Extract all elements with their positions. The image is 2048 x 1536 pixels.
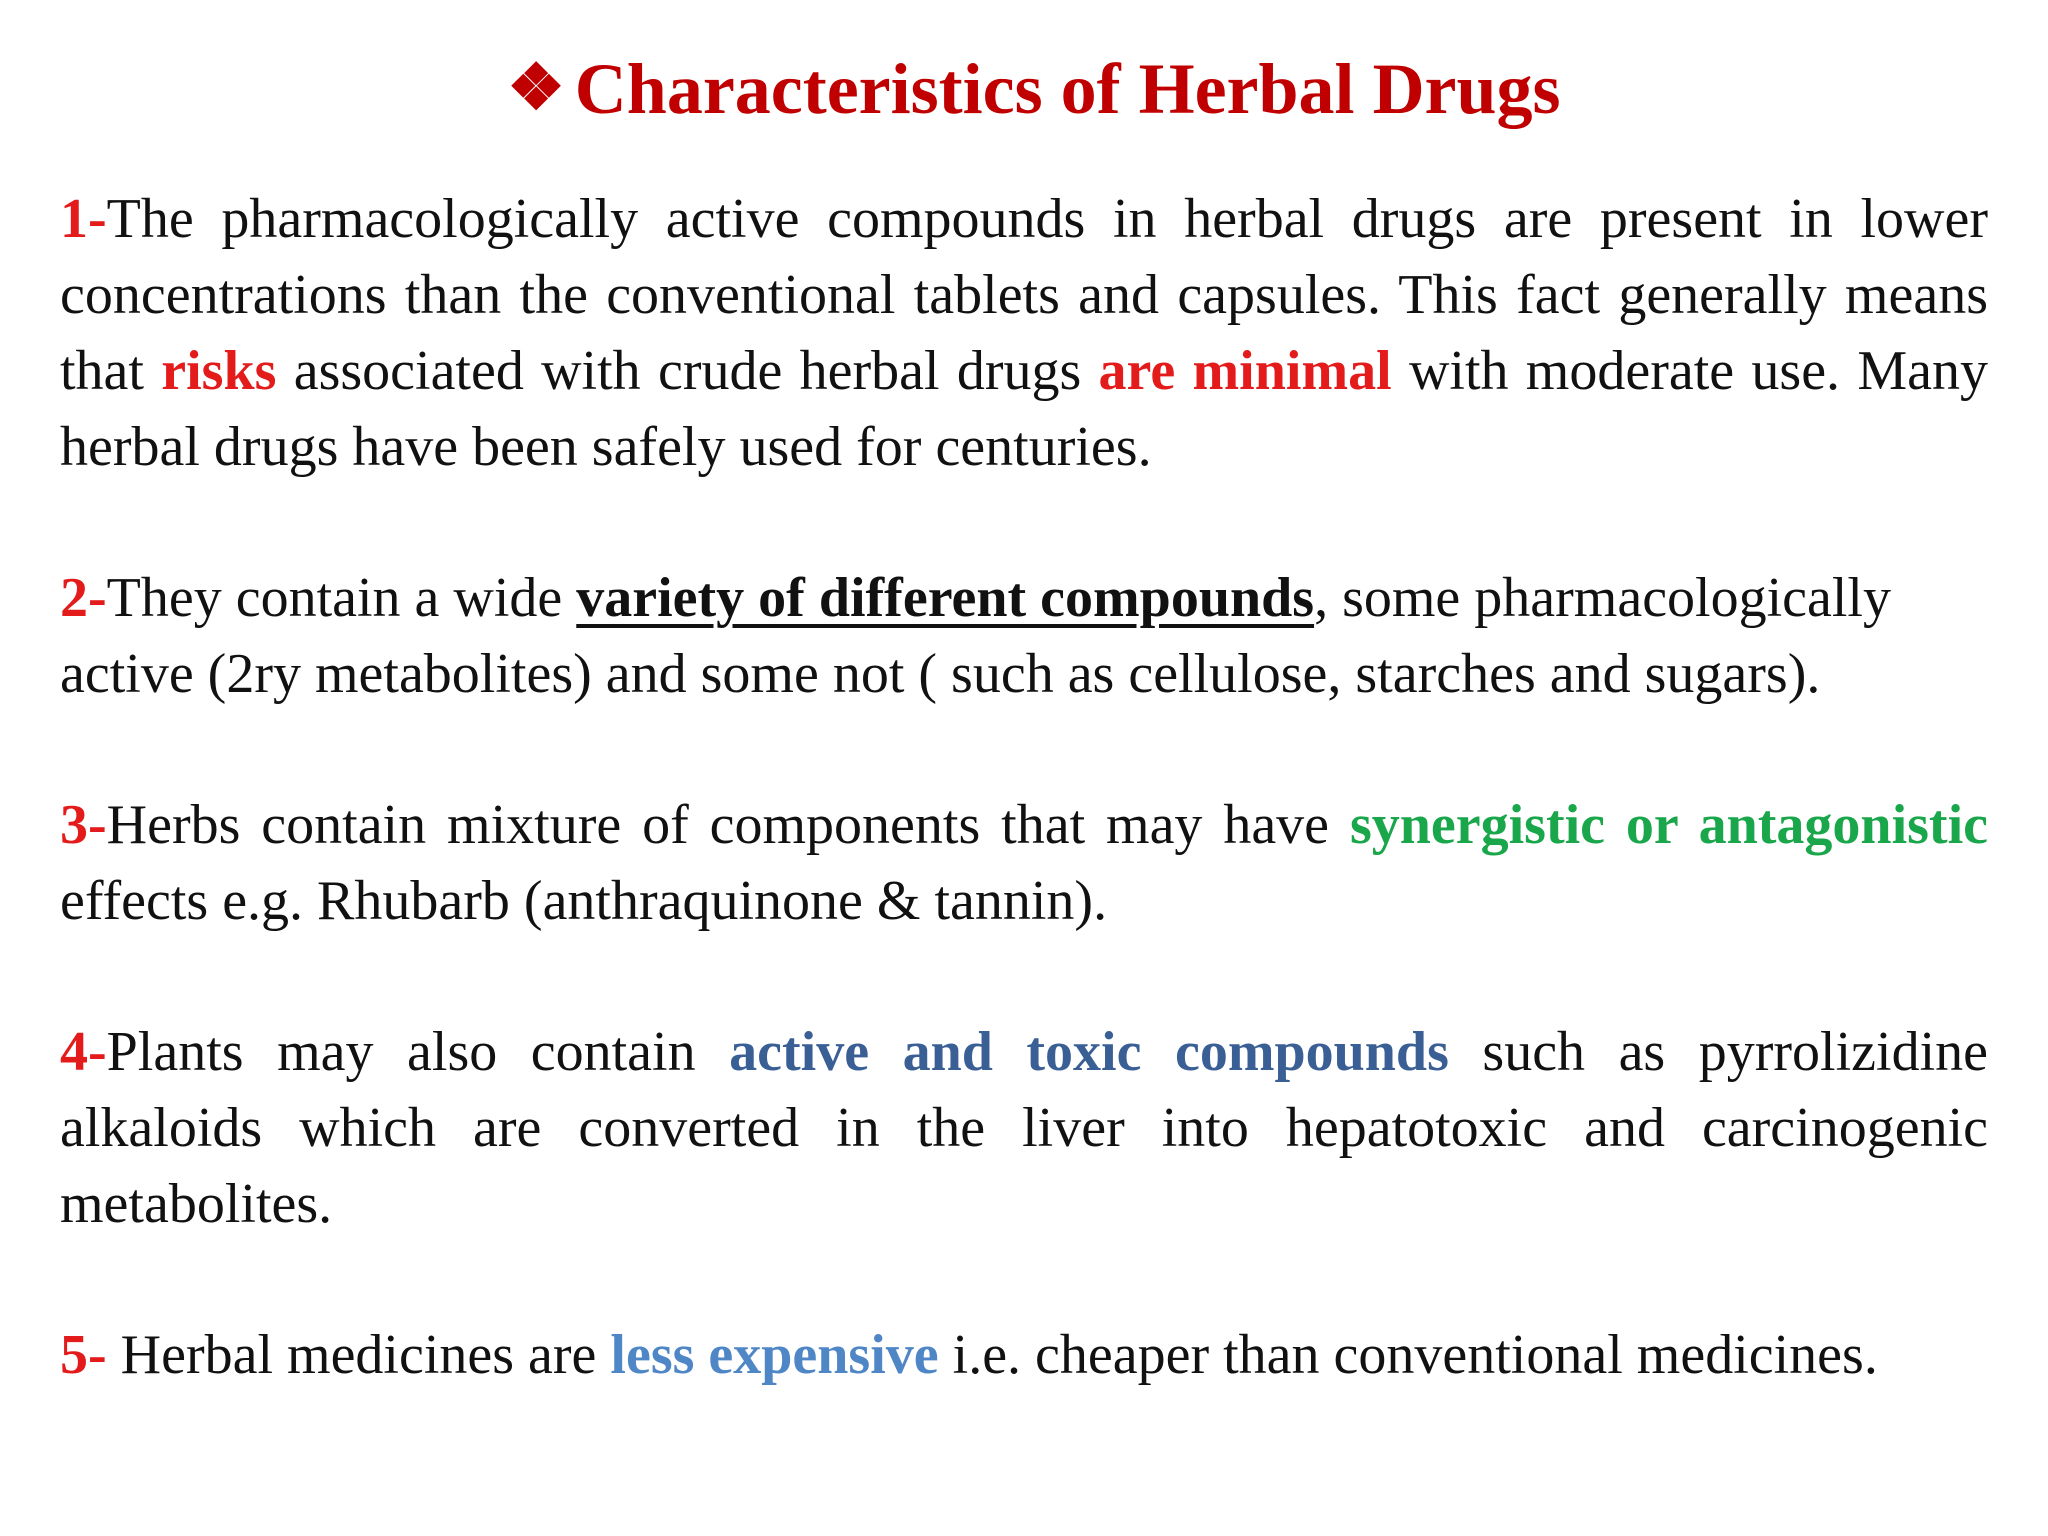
highlight-variety-of-compounds: variety of different compounds — [576, 567, 1315, 629]
highlight-active-and-toxic-compounds: active and toxic compounds — [729, 1021, 1449, 1083]
point-text: i.e. cheaper than conventional medicines. — [938, 1324, 1878, 1386]
point-text: They contain a wide — [106, 567, 577, 629]
point-number: 3- — [60, 794, 107, 856]
highlight-synergistic-or-antagonistic: synergistic or antagonistic — [1349, 794, 1988, 856]
point-1 — [60, 181, 1988, 485]
point-text: effects e.g. Rhubarb (anthraquinone & tannin). — [60, 870, 1108, 932]
diamond-bullet-icon: ❖ — [507, 52, 565, 123]
point-text: associated with crude herbal drugs — [276, 340, 1099, 402]
point-text: Plants may also contain — [106, 1021, 730, 1083]
point-text: such as pyrrolizidine alkaloids which are converted in the liver into hepatotoxic and carcinogenic metabolites. — [60, 1021, 1988, 1235]
point-text: with moderate use. Many herbal drugs have been safely used for centuries. — [60, 340, 1988, 478]
point-2 — [60, 560, 1988, 712]
point-number: 5- — [60, 1324, 107, 1386]
point-text: Herbal medicines are — [106, 1324, 611, 1386]
point-3 — [60, 787, 1988, 939]
point-text: , some pharmacologically active (2ry metabolites) and some not ( such as cellulose, starches and sugars). — [60, 567, 1891, 705]
point-number: 1- — [60, 188, 107, 250]
point-5 — [60, 1317, 1988, 1393]
slide-title-text: Characteristics of Herbal Drugs — [574, 49, 1561, 129]
point-text: The pharmacologically active compounds in herbal drugs are present in lower concentrations than the conventional tablets and capsules. This fact generally means that — [60, 188, 1988, 402]
highlight-less-expensive: less expensive — [610, 1324, 939, 1386]
highlight-are-minimal: are minimal — [1098, 340, 1392, 402]
highlight-risks: risks — [161, 340, 277, 402]
point-text: Herbs contain mixture of components that may have — [106, 794, 1350, 856]
slide-title — [60, 38, 1988, 139]
point-number: 4- — [60, 1021, 107, 1083]
point-number: 2- — [60, 567, 107, 629]
point-4 — [60, 1014, 1988, 1242]
